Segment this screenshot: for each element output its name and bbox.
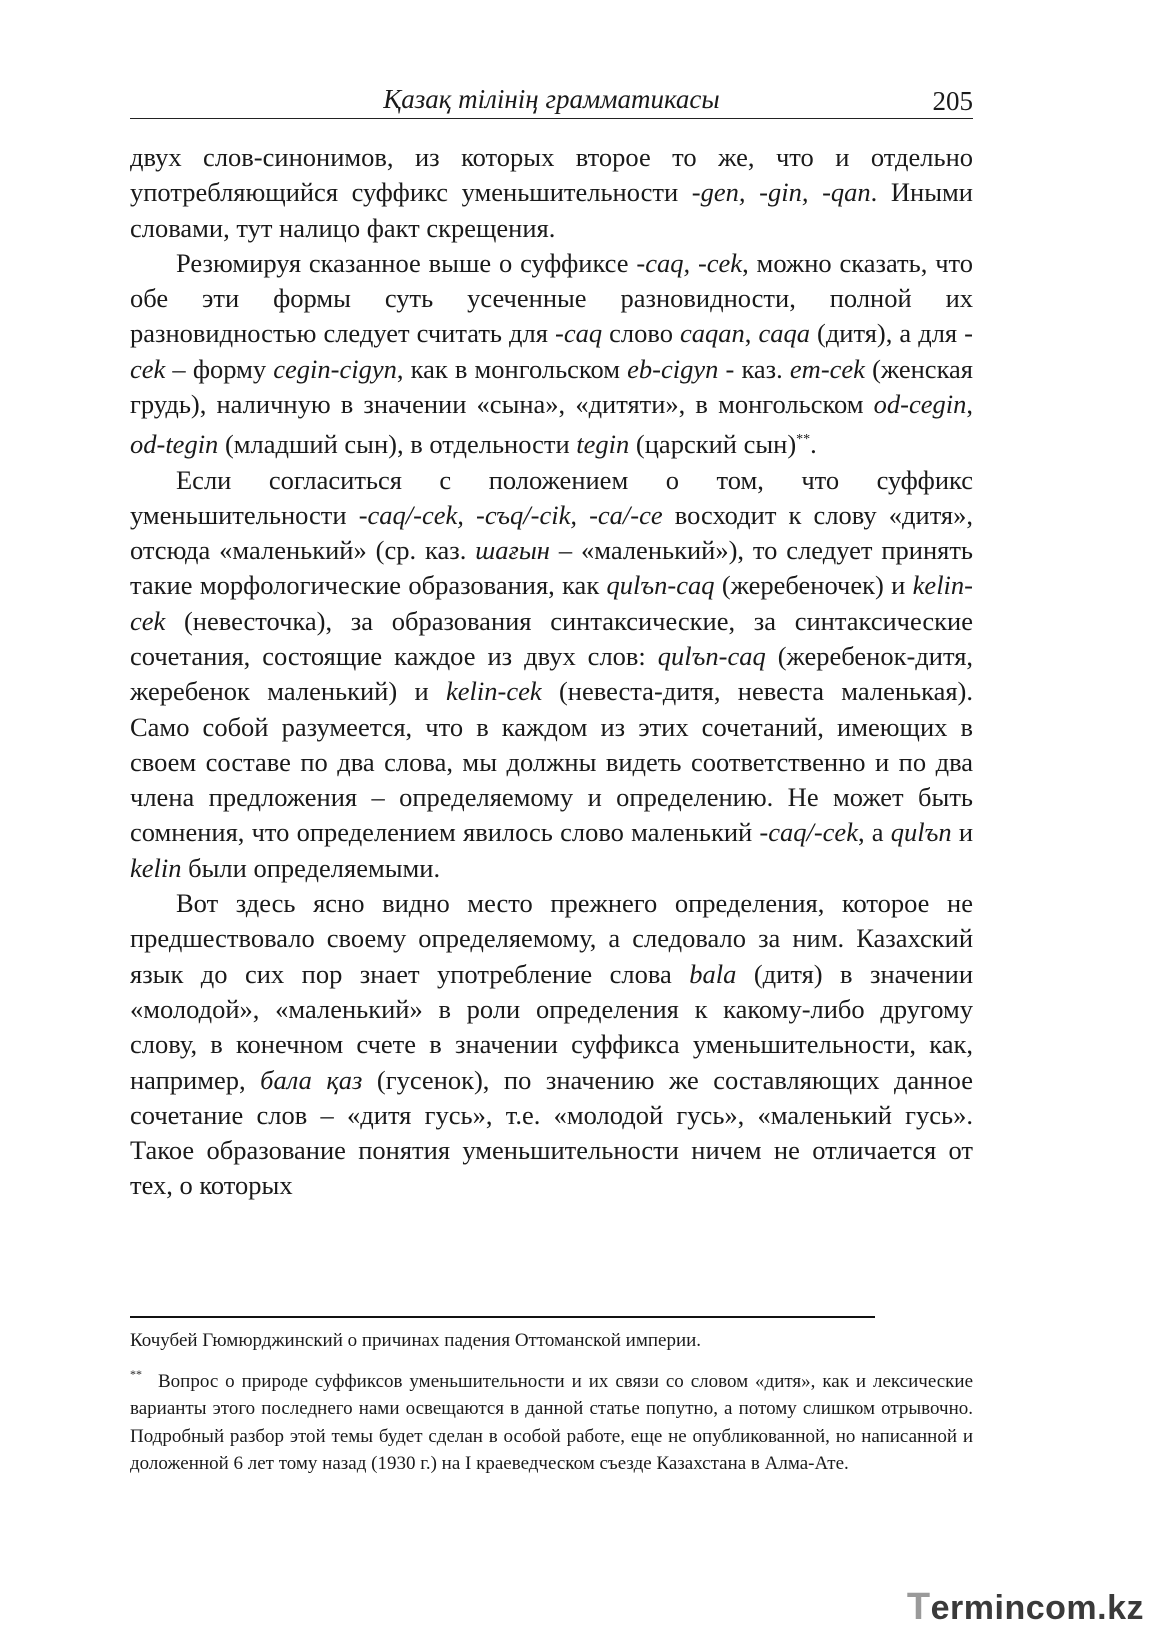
italic-term: -caq/-cek: [759, 817, 858, 848]
italic-term: kelin-cek: [130, 570, 973, 636]
watermark-initial: T: [906, 1586, 931, 1628]
text-run: , как в монгольском: [396, 353, 628, 384]
footnote: [130, 1327, 973, 1355]
text-run: .: [810, 429, 817, 460]
italic-term: qulъn-caq: [657, 640, 766, 671]
italic-term: шағын: [475, 535, 550, 566]
footnote: [130, 1361, 973, 1478]
main-text: [130, 140, 973, 1204]
italic-term: caqan: [680, 318, 745, 349]
text-run: (невеста-дитя, невеста маленькая). Само собой разумеется, что в каждом из этих сочетаний, имеющих в своем составе по два слова, мы должны видеть соответственно и по два члена предложения – определяемому и определению. Не может быть сомнения, что определением явилось слово маленький: [130, 676, 973, 848]
italic-term: qulъn: [890, 817, 952, 848]
text-run: были определяемыми.: [181, 852, 441, 883]
footnote-separator: [130, 1316, 875, 1318]
text-run: ,: [744, 318, 759, 349]
book-title: Қазақ тілінің грамматикасы: [383, 84, 720, 114]
text-run: , а: [857, 817, 891, 848]
text-run: - каз.: [718, 353, 790, 384]
footnote-text: Вопрос о природе суффиксов уменьшительности и их связи со словом «дитя», как и лексические варианты этого последнего нами освещаются в данной статье попутно, а потому слишком отрывочно. Подробный разбор этой темы будет сделан в особой работе, еще не опубликованной, но написанной и доложенной 6 лет тому назад (1930 г.) на I краеведческом съезде Казахстана в Алма-Ате.: [130, 1370, 973, 1474]
italic-term: kelin: [130, 852, 182, 883]
text-run: (гусенок), по значению же составляющих данное сочетание слов – «дитя гусь», т.е. «молодой гусь», «маленький гусь». Такое образование понятия уменьшительности ничем не отличается от тех, о которых: [130, 1064, 973, 1201]
italic-term: od-cegin: [873, 389, 967, 420]
footnote-ref: **: [796, 432, 811, 448]
text-run: (жеребенок-дитя, жеребенок маленький) и: [130, 640, 974, 707]
italic-term: em-cek: [789, 353, 865, 384]
text-run: – форму: [165, 353, 274, 384]
text-run: Резюмируя сказанное выше о суффиксе: [176, 247, 637, 278]
text-run: . Иными словами, тут налицо факт скрещения.: [130, 177, 973, 243]
text-run: слово: [602, 318, 680, 349]
paragraph: [130, 463, 973, 887]
italic-term: cegin-cigyn: [273, 353, 397, 384]
italic-term: kelin-cek: [446, 676, 542, 707]
text-run: (невесточка), за образования синтаксические, за синтаксические сочетания, состоящие каждое из двух слов:: [130, 605, 973, 671]
terminkom-watermark-logo: [907, 1586, 1144, 1626]
italic-term: qulъn-caq: [606, 570, 715, 601]
italic-term: od-tegin: [130, 429, 219, 460]
italic-term: -cek: [130, 318, 973, 384]
italic-term: -caq, -cek: [636, 247, 743, 278]
paragraph: [130, 140, 973, 246]
italic-term: tegin: [576, 429, 630, 460]
text-run: Если согласиться с положением о том, что суффикс уменьшительности: [130, 464, 973, 530]
footnote-text: Кочубей Гюмюрджинский о причинах падения Оттоманской империи.: [130, 1330, 702, 1351]
italic-term: caqa: [758, 318, 810, 349]
italic-term: -caq: [555, 318, 603, 349]
paragraph: [130, 886, 973, 1204]
text-run: и: [951, 817, 974, 848]
italic-term: бала қаз: [260, 1064, 363, 1095]
text-run: (жеребеночек) и: [714, 570, 913, 601]
footnotes: [130, 1327, 973, 1478]
text-run: – «маленький»), то следует принять такие морфологические образования, как: [130, 535, 973, 601]
text-run: восходит к слову «дитя», отсюда «маленький» (ср. каз.: [130, 499, 973, 566]
italic-term: -caq/-cek, -съq/-cik, -ca/-ce: [358, 499, 663, 530]
text-run: (дитя), а для: [809, 318, 965, 349]
italic-term: bala: [689, 958, 737, 989]
page-number: 205: [932, 86, 973, 116]
italic-term: -gen, -gin, -qan: [691, 177, 871, 208]
text-run: ,: [966, 389, 973, 420]
running-header: [130, 82, 973, 119]
italic-term: eb-cigyn: [627, 353, 719, 384]
text-run: двух слов-синонимов, из которых второе то же, что и отдельно употребляющийся суффикс уменьшительности: [130, 142, 973, 208]
watermark-text: ermincom.kz: [930, 1589, 1144, 1627]
text-run: (царский сын): [629, 429, 797, 460]
text-run: (дитя) в значении «молодой», «маленький» в роли определения к какому-либо другому слову, в конечном счете в значении суффикса уменьшительности, как, например,: [130, 958, 974, 1095]
text-run: (женская грудь), наличную в значении «сына», «дитяти», в монгольском: [130, 353, 973, 420]
paragraph: [130, 246, 973, 463]
text-run: (младший сын), в отдельности: [218, 429, 577, 460]
text-run: Вот здесь ясно видно место прежнего определения, которое не предшествовало своему определяемому, а следовало за ним. Казахский язык до сих пор знает употребление слова: [130, 888, 973, 989]
footnote-mark: **: [130, 1366, 142, 1381]
text-run: , можно сказать, что обе эти формы суть усеченные разновидности, полной их разновидностью следует считать для: [130, 247, 974, 349]
